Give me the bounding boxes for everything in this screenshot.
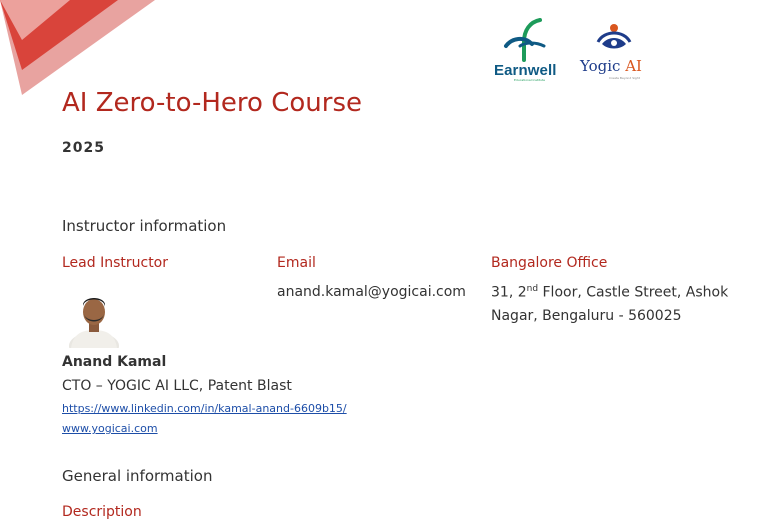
earnwell-emblem-icon bbox=[502, 16, 552, 62]
general-section-heading: General information bbox=[62, 467, 213, 485]
office-address-line-2: Nagar, Bengaluru - 560025 bbox=[491, 308, 682, 324]
email-label: Email bbox=[277, 255, 316, 271]
address-ordinal-suffix: nd bbox=[526, 284, 539, 294]
course-title: AI Zero-to-Hero Course bbox=[62, 88, 362, 118]
course-year: 2025 bbox=[62, 140, 105, 156]
yogic-ai-logo bbox=[579, 20, 649, 84]
yogic-logo-tagline: Create Beyond Sight bbox=[609, 76, 640, 80]
earnwell-logo bbox=[492, 16, 562, 84]
description-label: Description bbox=[62, 504, 142, 520]
instructor-name: Anand Kamal bbox=[62, 354, 167, 370]
yogic-logo-accent: AI bbox=[625, 57, 642, 75]
linkedin-link[interactable]: https://www.linkedin.com/in/kamal-anand-6609b15/ bbox=[62, 402, 347, 415]
instructor-role: CTO – YOGIC AI LLC, Patent Blast bbox=[62, 378, 292, 394]
yogic-ai-logo-text bbox=[580, 57, 642, 75]
website-link[interactable]: www.yogicai.com bbox=[62, 422, 158, 435]
earnwell-logo-text: Earnwell bbox=[494, 62, 557, 79]
corner-ribbon-decoration bbox=[0, 0, 180, 100]
instructor-section-heading: Instructor information bbox=[62, 217, 227, 235]
office-address-line-1 bbox=[491, 284, 728, 301]
yogic-logo-name: Yogic bbox=[580, 57, 626, 75]
earnwell-logo-tagline: Educational Institute bbox=[514, 78, 546, 82]
lead-instructor-label: Lead Instructor bbox=[62, 255, 169, 271]
instructor-avatar bbox=[68, 292, 120, 348]
yogic-eye-emblem-icon bbox=[594, 20, 634, 54]
address-line-1-start: 31, 2 bbox=[491, 284, 527, 301]
address-line-1-end: Floor, Castle Street, Ashok bbox=[538, 284, 729, 301]
instructor-email: anand.kamal@yogicai.com bbox=[277, 284, 466, 300]
office-label: Bangalore Office bbox=[491, 255, 608, 271]
